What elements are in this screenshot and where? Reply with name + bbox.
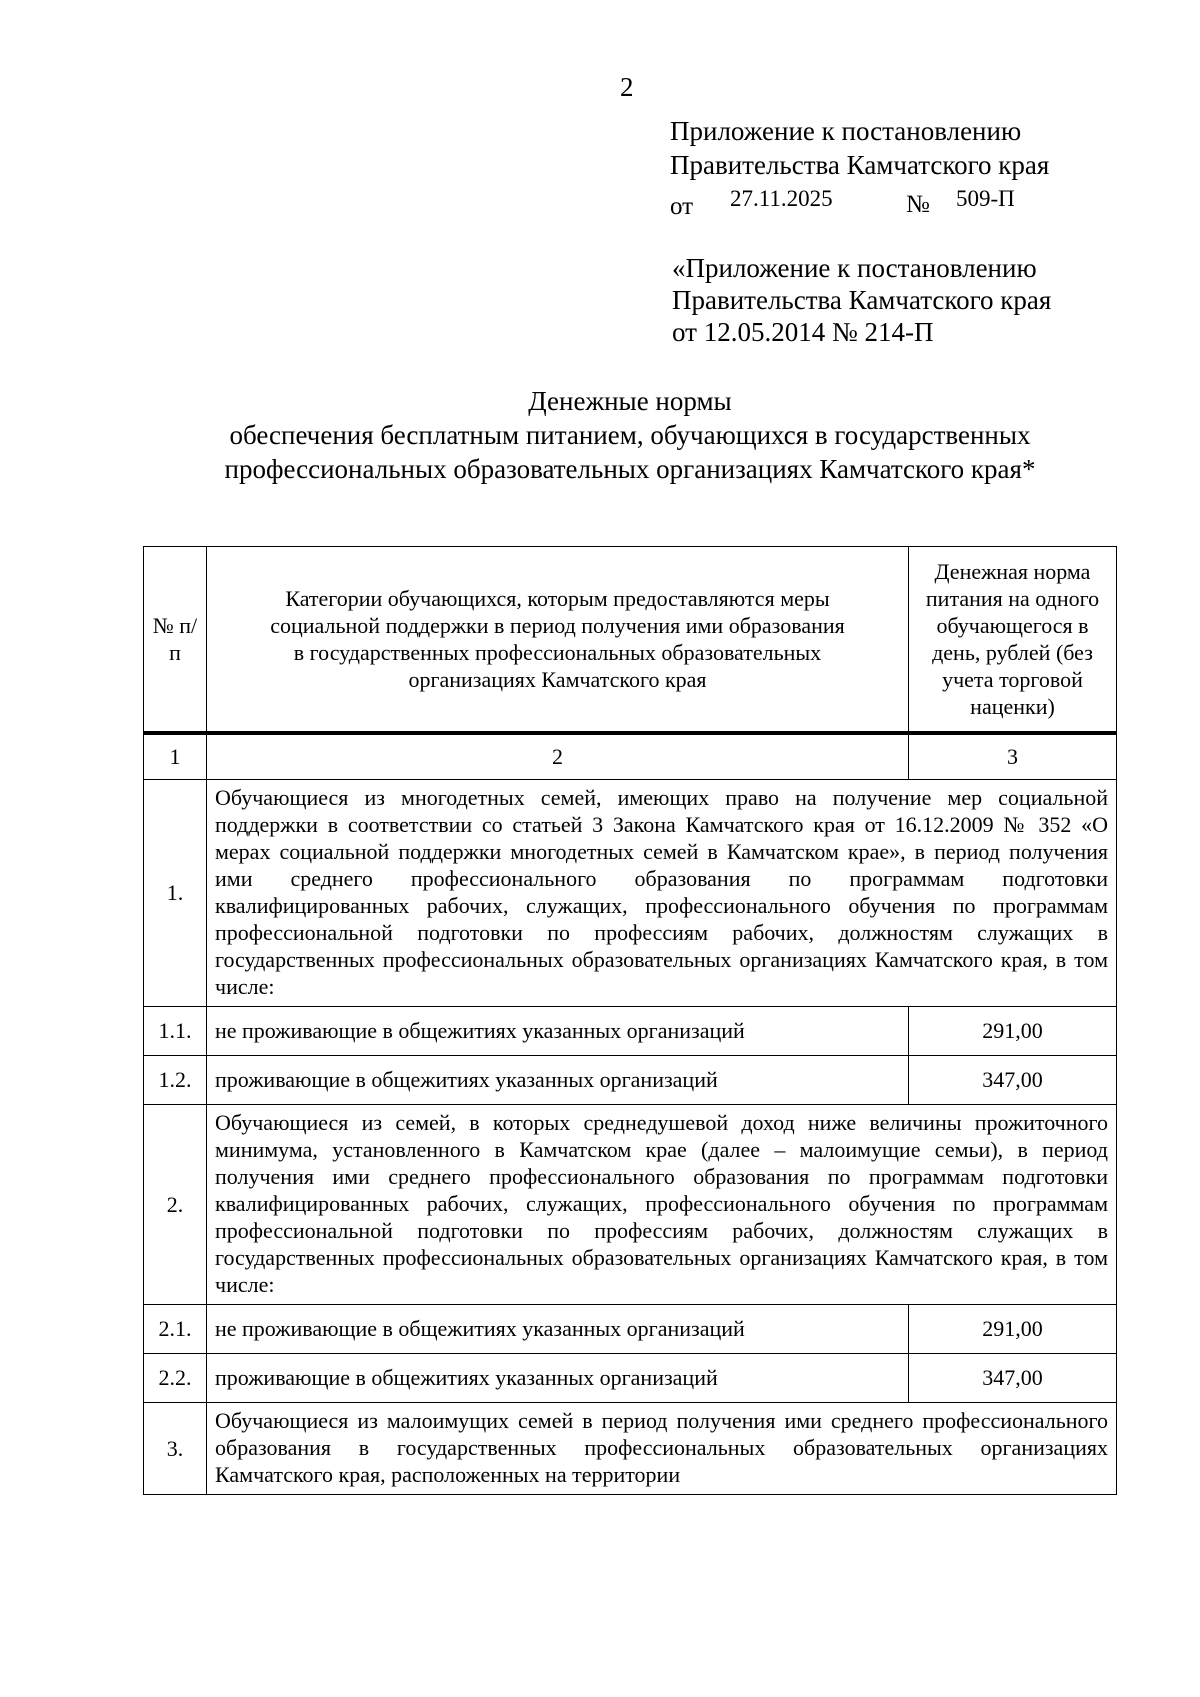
annex-previous-line2: Правительства Камчатского края bbox=[672, 285, 1052, 315]
row-number: 1. bbox=[144, 780, 207, 1007]
annex-number: 509-П bbox=[956, 186, 1015, 211]
document-title bbox=[140, 384, 1120, 486]
row-text: Обучающиеся из многодетных семей, имеющих право на получение мер социальной поддержки в соответствии со статьей 3 Закона Камчатского края от 16.12.2009 № 352 «О мерах социальной поддержки многодетных семей в Камчатском крае», в период получения ими среднего профессионального образования по программам подготовки квалифицированных рабочих, служащих, профессионального обучения по программам профессиональной подготовки по профессиям рабочих, должностям служащих в государственных профессиональных образовательных организациях Камчатского края, в том числе: bbox=[207, 780, 1117, 1007]
row-value: 291,00 bbox=[909, 1305, 1117, 1354]
title-line1: Денежные нормы bbox=[528, 386, 732, 416]
title-line2: обеспечения бесплатным питанием, обучающихся в государственных bbox=[229, 420, 1031, 450]
row-number: 3. bbox=[144, 1403, 207, 1495]
row-text: не проживающие в общежитиях указанных организаций bbox=[207, 1007, 909, 1056]
row-text: проживающие в общежитиях указанных организаций bbox=[207, 1354, 909, 1403]
annex-previous-line1: «Приложение к постановлению bbox=[672, 253, 1037, 283]
norms-table bbox=[143, 546, 1117, 1495]
title-line3: профессиональных образовательных организациях Камчатского края* bbox=[224, 454, 1036, 484]
column-number-1: 1 bbox=[144, 733, 207, 780]
header-number: № п/п bbox=[144, 547, 207, 734]
annex-current-line1: Приложение к постановлению bbox=[670, 116, 1022, 146]
row-value: 347,00 bbox=[909, 1354, 1117, 1403]
row-number: 2.1. bbox=[144, 1305, 207, 1354]
row-text: не проживающие в общежитиях указанных организаций bbox=[207, 1305, 909, 1354]
column-number-2: 2 bbox=[207, 733, 909, 780]
column-number-3: 3 bbox=[909, 733, 1117, 780]
annex-date-row bbox=[670, 182, 1049, 220]
table-row bbox=[144, 1354, 1117, 1403]
row-value: 347,00 bbox=[909, 1056, 1117, 1105]
annex-number-prefix: № bbox=[906, 191, 930, 218]
annex-current-line2: Правительства Камчатского края bbox=[670, 150, 1050, 180]
row-text: проживающие в общежитиях указанных организаций bbox=[207, 1056, 909, 1105]
table-row bbox=[144, 1056, 1117, 1105]
row-value: 291,00 bbox=[909, 1007, 1117, 1056]
row-text: Обучающиеся из семей, в которых среднедушевой доход ниже величины прожиточного минимума, установленного в Камчатском крае (далее – малоимущие семьи), в период получения ими среднего профессионального образования по программам подготовки квалифицированных рабочих, служащих, профессионального обучения по программам профессиональной подготовки по профессиям рабочих, должностям служащих в государственных профессиональных образовательных организациях Камчатского края, в том числе: bbox=[207, 1105, 1117, 1305]
annex-current bbox=[670, 114, 1050, 220]
header-norm: Денежная норма питания на одного обучающегося в день, рублей (без учета торговой наценки) bbox=[909, 547, 1117, 734]
row-number: 1.1. bbox=[144, 1007, 207, 1056]
annex-date-prefix: от bbox=[670, 193, 694, 220]
table-row bbox=[144, 1305, 1117, 1354]
annex-previous-line3: от 12.05.2014 № 214-П bbox=[672, 317, 934, 347]
row-number: 2.2. bbox=[144, 1354, 207, 1403]
row-text: Обучающиеся из малоимущих семей в период получения ими среднего профессионального образования в государственных профессиональных образовательных организациях Камчатского края, расположенных на территории bbox=[207, 1403, 1117, 1495]
table-row bbox=[144, 1403, 1117, 1495]
table-row bbox=[144, 780, 1117, 1007]
row-number: 2. bbox=[144, 1105, 207, 1305]
table-row bbox=[144, 1105, 1117, 1305]
annex-date: 27.11.2025 bbox=[730, 186, 833, 211]
header-category: Категории обучающихся, которым предоставляются меры социальной поддержки в период получения ими образования в государственных профессиональных образовательных организациях Камчатского края bbox=[207, 547, 909, 734]
table-header-row bbox=[144, 547, 1117, 734]
annex-previous bbox=[672, 252, 1051, 348]
table-column-numbers-row bbox=[144, 733, 1117, 780]
page-number: 2 bbox=[620, 72, 634, 102]
row-number: 1.2. bbox=[144, 1056, 207, 1105]
table-row bbox=[144, 1007, 1117, 1056]
